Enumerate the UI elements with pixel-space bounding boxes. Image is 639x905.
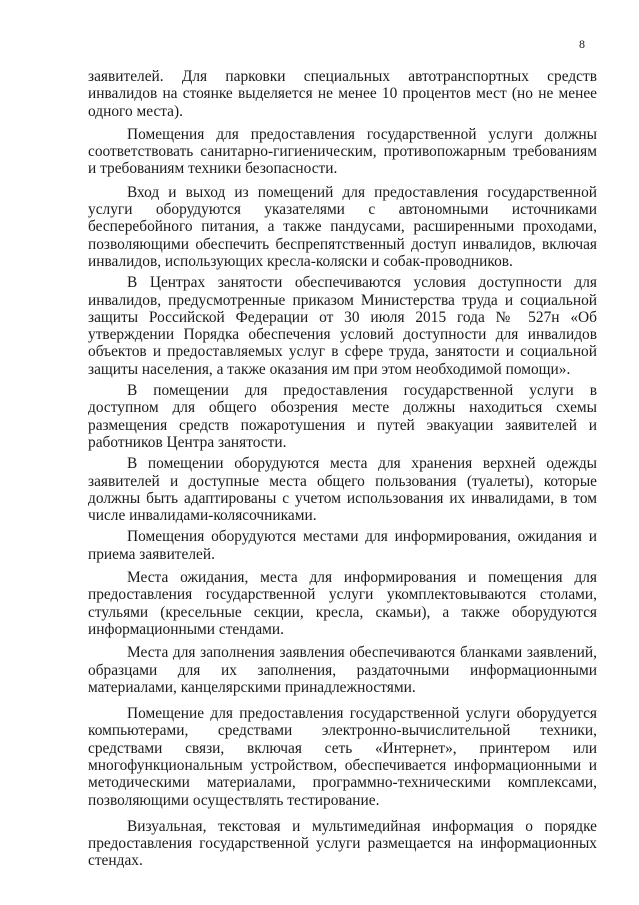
- paragraph-equipment: Помещение для предоставления государственной услуги оборудуется компьютерами, средствами электронно-вычислительной техники, средствами связи, включая сеть «Интернет», принтером или многофункциональным устройством, обеспечивается информационными и методическими материалами, программно-техническими комплексами, позволяющими осуществлять тестирование.: [88, 705, 597, 809]
- paragraph-parking: заявителей. Для парковки специальных автотранспортных средств инвалидов на стоянке выделяется не менее 10 процентов мест (но не менее одного места).: [88, 68, 597, 120]
- paragraph-cloakroom-toilets: В помещении оборудуются места для хранения верхней одежды заявителей и доступные места общего пользования (туалеты), которые должны быть адаптированы с учетом использования их инвалидами, в том числе инвалидами-колясочниками.: [88, 455, 597, 525]
- paragraph-waiting-areas: Помещения оборудуются местами для информирования, ожидания и приема заявителей.: [88, 528, 597, 563]
- page-number: 8: [579, 37, 585, 51]
- paragraph-information-stands: Визуальная, текстовая и мультимедийная информация о порядке предоставления государственной услуги размещается на информационных стендах.: [88, 817, 597, 870]
- paragraph-accessibility-conditions: В Центрах занятости обеспечиваются условия доступности для инвалидов, предусмотренные приказом Министерства труда и социальной защиты Российской Федерации от 30 июля 2015 года № 527н «Об утверждении Порядка обеспечения условий доступности для инвалидов объектов и предоставляемых услуг в сфере труда, занятости и социальной защиты населения, а также оказания им при этом необходимой помощи».: [88, 274, 597, 378]
- paragraph-evacuation-schemes: В помещении для предоставления государственной услуги в доступном для общего обозрения месте должны находиться схемы размещения средств пожаротушения и путей эвакуации заявителей и работников Центра занятости.: [88, 382, 597, 451]
- paragraph-entrance-exit: Вход и выход из помещений для предоставления государственной услуги оборудуются указателями с автономными источниками бесперебойного питания, а также пандусами, расширенными проходами, позволяющими обеспечить беспрепятственный доступ инвалидов, включая инвалидов, использующих кресла-коляски и собак-проводников.: [88, 183, 597, 270]
- document-body: [88, 68, 597, 870]
- paragraph-furnishing: Места ожидания, места для информирования и помещения для предоставления государственной услуги укомплектовываются столами, стульями (кресельные секции, кресла, скамьи), а также оборудуются информационными стендами.: [88, 569, 597, 638]
- paragraph-application-forms: Места для заполнения заявления обеспечиваются бланками заявлений, образцами для их заполнения, раздаточными информационными материалами, канцелярскими принадлежностями.: [88, 644, 597, 696]
- paragraph-premises-requirements: Помещения для предоставления государственной услуги должны соответствовать санитарно-гигиеническим, противопожарным требованиям и требованиям техники безопасности.: [88, 125, 597, 178]
